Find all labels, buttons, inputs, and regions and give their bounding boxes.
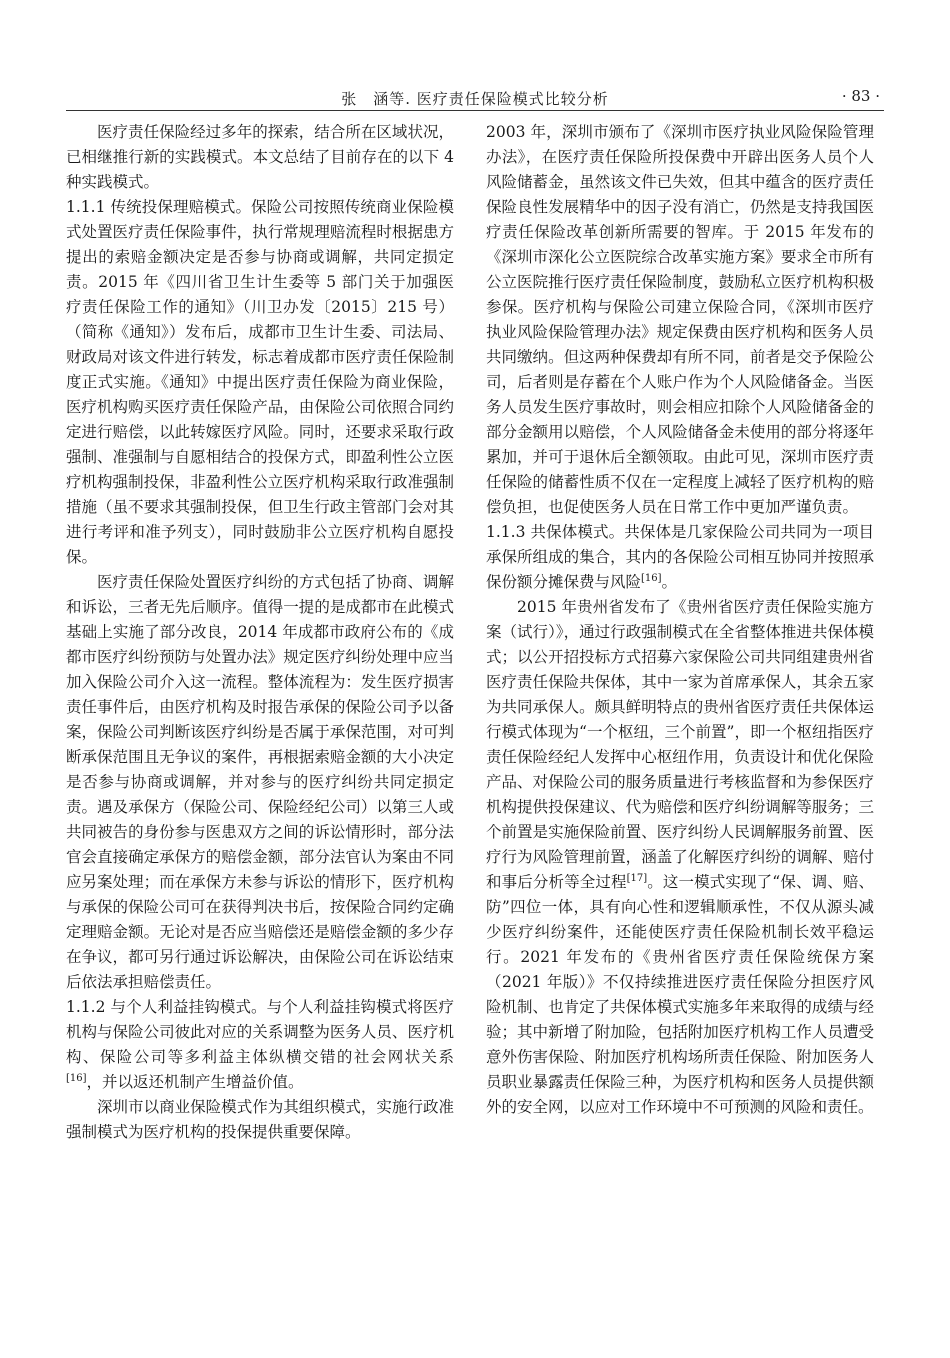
citation-16: [16] [66,1072,87,1084]
paragraph-intro: 医疗责任保险经过多年的探索，结合所在区域状况，已相继推行新的实践模式。本文总结了目前存在的以下 4 种实践模式。 [66,123,454,191]
left-column [66,120,454,1145]
paragraph-mode-2 [66,995,454,1095]
guizhou-tail: 。这一模式实现了“保、调、赔、防”四位一体，具有向心性和逻辑顺承性，不仅从源头减少医疗纠纷案件，还能使医疗责任保险机制长效平稳运行。2021 年发布的《贵州省医疗责任保险统保方案（2021 年版）》不仅持续推进医疗责任保险分担医疗风险机制、也肯定了共保体模式实施多年来取得的成绩与经验；其中新增了附加险，包括附加医疗机构工作人员遭受意外伤害保险、附加医疗机构场所责任保险、附加医务人员职业暴露责任保险三种，为医疗机构和医务人员提供额外的安全网，以应对工作环境中不可预测的风险和责任。 [486,873,874,1116]
mode-2-text: 1.1.2 与个人利益挂钩模式。与个人利益挂钩模式将医疗机构与保险公司彼此对应的关系调整为医务人员、医疗机构、保险公司等多利益主体纵横交错的社会网状关系 [66,998,454,1066]
paragraph-dispute-handling: 医疗责任保险处置医疗纠纷的方式包括了协商、调解和诉讼，三者无先后顺序。值得一提的是成都市在此模式基础上实施了部分改良，2014 年成都市政府公布的《成都市医疗纠纷预防与处置办法》规定医疗纠纷处理中应当加入保险公司介入这一流程。整体流程为：发生医疗损害责任事件后，由医疗机构及时报告承保的保险公司予以备案，保险公司判断该医疗纠纷是否属于承保范围，对可判断承保范围且无争议的案件，再根据索赔金额的大小决定是否参与协商或调解，并对参与的医疗纠纷共同定损定责。遇及承保方（保险公司、保险经纪公司）以第三人或共同被告的身份参与医患双方之间的诉讼情形时，部分法官会直接确定承保方的赔偿金额，部分法官认为案由不同应另案处理；而在承保方未参与诉讼的情形下，医疗机构与承保的保险公司可在获得判决书后，按保险合同约定确定理赔金额。无论对是否应当赔偿还是赔偿金额的多少存在争议，都可另行通过诉讼解决，由保险公司在诉讼结束后依法承担赔偿责任。 [66,573,454,991]
guizhou-text: 2015 年贵州省发布了《贵州省医疗责任保险实施方案（试行）》，通过行政强制模式在全省整体推进共保体模式；以公开招投标方式招募六家保险公司共同组建贵州省医疗责任保险共保体，其中一家为首席承保人，其余五家为共同承保人。颇具鲜明特点的贵州省医疗责任共保体运行模式体现为“一个枢纽，三个前置”，即一个枢纽指医疗责任保险经纪人发挥中心枢纽作用，负责设计和优化保险产品、对保险公司的服务质量进行考核监督和为参保医疗机构提供投保建议、代为赔偿和医疗纠纷调解等服务；三个前置是实施保险前置、医疗纠纷人民调解服务前置、医疗行为风险管理前置，涵盖了化解医疗纠纷的调解、赔付和事后分析等全过程 [486,598,874,891]
mode-3-text: 1.1.3 共保体模式。共保体是几家保险公司共同为一项目承保所组成的集合，其内的各保险公司相互协同并按照承保份额分摊保费与风险 [486,523,874,591]
page-number: · 83 · [841,87,880,105]
paragraph-shenzhen: 深圳市以商业保险模式作为其组织模式，实施行政准强制模式为医疗机构的投保提供重要保障。 [66,1098,454,1141]
paragraph-guizhou [486,595,874,1120]
running-title: 张 涵等. 医疗责任保险模式比较分析 [341,90,609,108]
paragraph-mode-3 [486,520,874,595]
running-header [66,84,884,111]
citation-16b: [16] [641,572,662,584]
mode-2-tail: ，并以返还机制产生增益价值。 [86,1073,304,1091]
right-column [486,120,874,1120]
citation-17: [17] [626,872,648,884]
paragraph-mode-1: 1.1.1 传统投保理赔模式。保险公司按照传统商业保险模式处置医疗责任保险事件，执行常规理赔流程时根据患方提出的索赔金额决定是否参与协商或调解，共同定损定责。2015 年《四川省卫生计生委等 5 部门关于加强医疗责任保险工作的通知》（川卫办发〔2015〕215 号）（简称《通知》）发布后，成都市卫生计生委、司法局、财政局对该文件进行转发，标志着成都市医疗责任保险制度正式实施。《通知》中提出医疗责任保险为商业保险，医疗机构购买医疗责任保险产品，由保险公司依照合同约定进行赔偿，以此转嫁医疗风险。同时，还要求采取行政强制、准强制与自愿相结合的投保方式，即盈利性公立医疗机构强制投保，非盈利性公立医疗机构采取行政准强制措施（虽不要求其强制投保，但卫生行政主管部门会对其进行考评和准予列支），同时鼓励非公立医疗机构自愿投保。 [66,198,454,566]
mode-3-tail: 。 [661,573,678,591]
paragraph-shenzhen-cont: 2003 年，深圳市颁布了《深圳市医疗执业风险保险管理办法》，在医疗责任保险所投保费中开辟出医务人员个人风险储蓄金，虽然该文件已失效，但其中蕴含的医疗责任保险良性发展精华中的因子没有消亡，仍然是支持我国医疗责任保险改革创新所需要的智库。于 2015 年发布的《深圳市深化公立医院综合改革实施方案》要求全市所有公立医院推行医疗责任保险制度，鼓励私立医疗机构积极参保。医疗机构与保险公司建立保险合同，《深圳市医疗执业风险保险管理办法》规定保费由医疗机构和医务人员共同缴纳。但这两种保费却有所不同，前者是交予保险公司，后者则是存蓄在个人账户作为个人风险储备金。当医务人员发生医疗事故时，则会相应扣除个人风险储备金的部分金额用以赔偿，个人风险储备金未使用的部分将逐年累加，并可于退休后全额领取。由此可见，深圳市医疗责任保险的储蓄性质不仅在一定程度上减轻了医疗机构的赔偿负担，也促使医务人员在日常工作中更加严谨负责。 [486,123,874,516]
